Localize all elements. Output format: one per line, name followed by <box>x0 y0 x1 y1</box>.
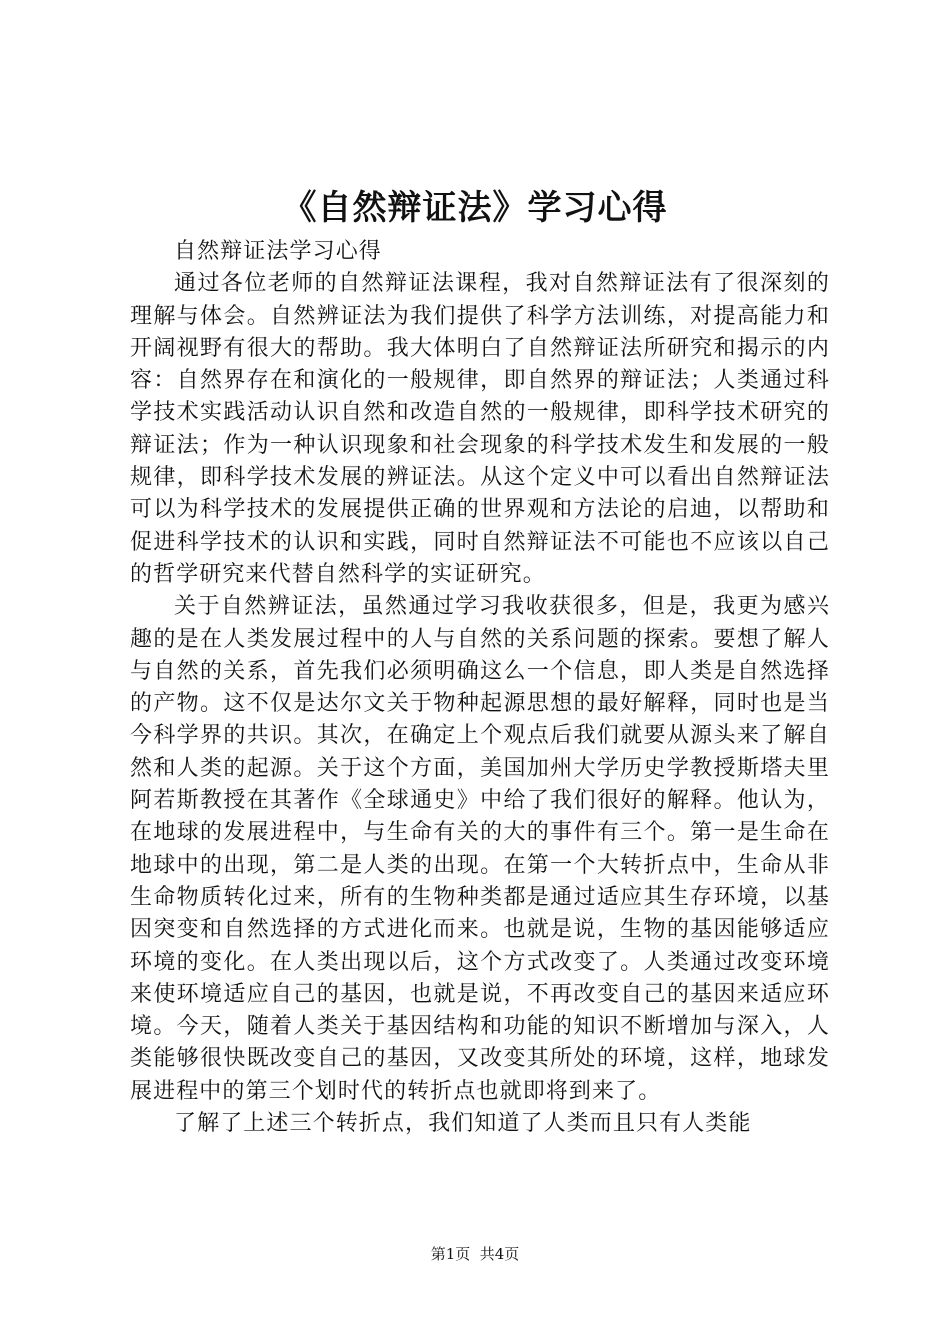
paragraph-2: 关于自然辨证法，虽然通过学习我收获很多，但是，我更为感兴趣的是在人类发展过程中的人与自然的关系问题的探索。要想了解人与自然的关系，首先我们必须明确这么一个信息，即人类是自然选择的产物。这不仅是达尔文关于物种起源思想的最好解释，同时也是当今科学界的共识。其次，在确定上个观点后我们就要从源头来了解自然和人类的起源。关于这个方面，美国加州大学历史学教授斯塔夫里阿若斯教授在其著作《全球通史》中给了我们很好的解释。他认为，在地球的发展进程中，与生命有关的大的事件有三个。第一是生命在地球中的出现，第二是人类的出现。在第一个大转折点中，生命从非生命物质转化过来，所有的生物种类都是通过适应其生存环境，以基因突变和自然选择的方式进化而来。也就是说，生物的基因能够适应环境的变化。在人类出现以后，这个方式改变了。人类通过改变环境来使环境适应自己的基因，也就是说，不再改变自己的基因来适应环境。今天，随着人类关于基因结构和功能的知识不断增加与深入，人类能够很快既改变自己的基因，又改变其所处的环境，这样，地球发展进程中的第三个划时代的转折点也就即将到来了。 <box>130 594 830 1104</box>
paragraph-3: 了解了上述三个转折点，我们知道了人类而且只有人类能 <box>174 1111 752 1137</box>
document-body <box>130 236 830 1140</box>
page-number: 第1页 共4页 <box>430 1245 520 1263</box>
document-title: 《自然辩证法》学习心得 <box>282 188 668 228</box>
paragraph-subtitle: 自然辩证法学习心得 <box>174 239 382 264</box>
page-footer <box>0 1244 950 1264</box>
paragraph-1: 通过各位老师的自然辩证法课程，我对自然辩证法有了很深刻的理解与体会。自然辨证法为我们提供了科学方法训练，对提高能力和开阔视野有很大的帮助。我大体明白了自然辩证法所研究和揭示的内容：自然界存在和演化的一般规律，即自然界的辩证法；人类通过科学技术实践活动认识自然和改造自然的一般规律，即科学技术研究的辩证法；作为一种认识现象和社会现象的科学技术发生和发展的一般规律，即科学技术发展的辨证法。从这个定义中可以看出自然辩证法可以为科学技术的发展提供正确的世界观和方法论的启迪，以帮助和促进科学技术的认识和实践，同时自然辩证法不可能也不应该以自己的哲学研究来代替自然科学的实证研究。 <box>130 271 830 587</box>
